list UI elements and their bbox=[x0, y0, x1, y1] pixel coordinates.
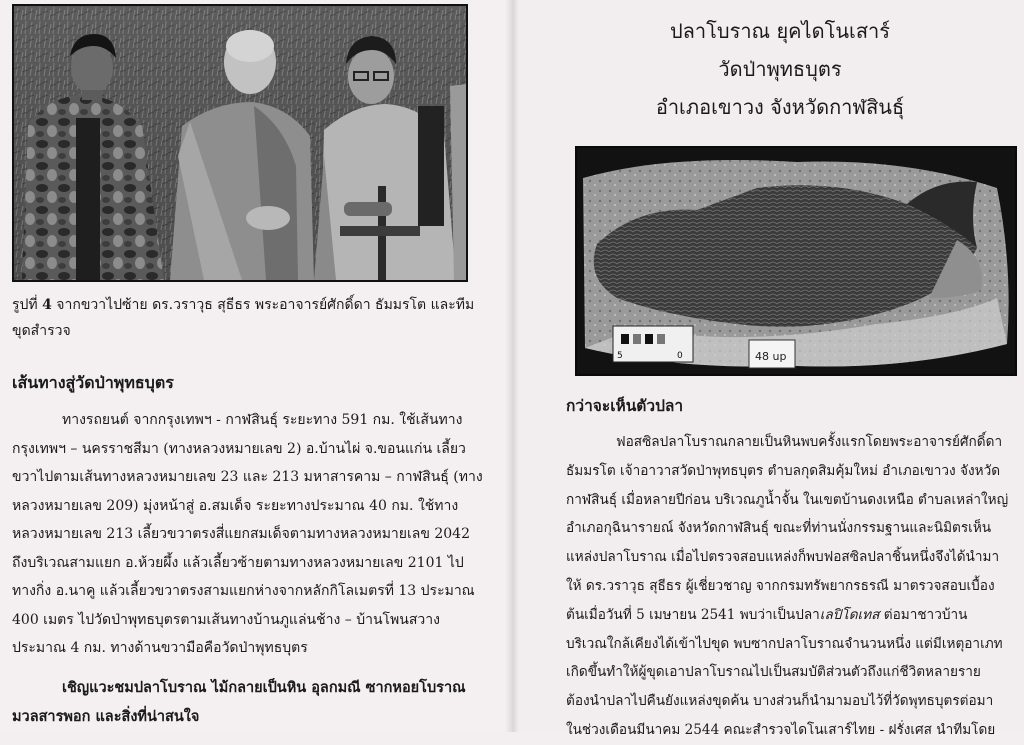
article-title bbox=[600, 12, 960, 126]
invite-line: เชิญแวะชมปลาโบราณ ไม้กลายเป็นหิน อุลกมณี ซากหอยโบราณ bbox=[62, 679, 466, 696]
discovery-paragraph bbox=[566, 428, 1018, 745]
discovery-line-end: ต่อมาชาวบ้าน bbox=[879, 606, 968, 623]
fish-fossil-photo bbox=[575, 146, 1017, 376]
book-gutter bbox=[505, 0, 519, 732]
expedition-team-photo bbox=[12, 4, 468, 282]
discovery-line-start: ต้นเมื่อวันที่ 5 เมษายน 2541 พบว่าเป็นปลา bbox=[566, 606, 820, 623]
discovery-line bbox=[566, 601, 1018, 630]
discovery-line: เกิดขึ้นทำให้ผู้ขุดเอาปลาโบราณไปเป็นสมบัติส่วนตัวถึงแก่ชีวิตหลายราย bbox=[566, 664, 981, 681]
route-line: หลวงหมายเลข 209) มุ่งหน้าสู่ อ.สมเด็จ ระยะทางประมาณ 40 กม. ใช้ทาง bbox=[12, 497, 459, 514]
specimen-label: 48 up bbox=[755, 350, 787, 363]
route-line: ทางกิ่ง อ.นาคู แล้วเลี้ยวขวาตรงสามแยกห่างจากหลักกิโลเมตรที่ 13 ประมาณ bbox=[12, 583, 475, 599]
invitation-paragraph bbox=[12, 674, 482, 731]
discovery-line: กาฬสินธุ์ เมื่อหลายปีก่อน บริเวณภูน้ำจั้น ในเขตบ้านดงเหนือ ตำบลเหล่าใหญ่ bbox=[566, 491, 1009, 508]
scale-number: 0 bbox=[677, 351, 683, 361]
route-line: 400 เมตร ไปวัดป่าพุทธบุตรตามเส้นทางบ้านภูแล่นช้าง – บ้านโพนสวาง bbox=[12, 611, 440, 628]
scale-number-left: 5 bbox=[617, 351, 623, 361]
discovery-line: ให้ ดร.วราวุธ สุธีธร ผู้เชี่ยวชาญ จากกรมทรัพยากรธรณี มาตรวจสอบเบื้อง bbox=[566, 577, 995, 594]
discovery-line: แหล่งปลาโบราณ เมื่อไปตรวจสอบแหล่งก็พบฟอสซิลปลาชิ้นหนึ่งจึงได้นำมา bbox=[566, 549, 1000, 566]
photo-caption bbox=[12, 292, 482, 344]
route-line: ขวาไปตามเส้นทางหลวงหมายเลข 23 และ 213 มหาสารคาม – กาฬสินธุ์ (ทาง bbox=[12, 469, 483, 485]
species-name: เลปิโดเทส bbox=[819, 606, 880, 623]
fish-heading: กว่าจะเห็นตัวปลา bbox=[566, 396, 684, 415]
discovery-line: อำเภอกุฉินารายณ์ จังหวัดกาฬสินธุ์ ขณะที่ท่านนั่งกรรมฐานและนิมิตรเห็น bbox=[566, 520, 992, 537]
route-paragraph bbox=[12, 406, 482, 663]
title-line: ปลาโบราณ ยุคไดโนเสาร์ bbox=[669, 19, 891, 43]
discovery-line: ฟอสซิลปลาโบราณกลายเป็นหินพบครั้งแรกโดยพระอาจารย์ศักดิ์ดา bbox=[616, 434, 1003, 450]
title-line: อำเภอเขาวง จังหวัดกาฬสินธุ์ bbox=[655, 95, 905, 119]
route-line: ถึงบริเวณสามแยก อ.ห้วยผึ้ง แล้วเลี้ยวซ้ายตามทางหลวงหมายเลข 2101 ไป bbox=[12, 554, 464, 571]
discovery-line: ธัมมรโต เจ้าอาวาสวัดป่าพุทธบุตร ตำบลกุดสิมคุ้มใหม่ อำเภอเขาวง จังหวัด bbox=[566, 462, 1001, 479]
route-line: ประมาณ 4 กม. ทางด้านขวามือคือวัดป่าพุทธบุตร bbox=[12, 640, 308, 656]
discovery-line: ในช่วงเดือนมีนาคม 2544 คณะสำรวจไดโนเสาร์ไทย - ฝรั่งเศส นำทีมโดย bbox=[566, 721, 996, 738]
caption-line-2: ขุดสำรวจ bbox=[12, 323, 71, 339]
invite-line: มวลสารพอก และสิ่งที่น่าสนใจ bbox=[12, 707, 200, 725]
discovery-line: บริเวณใกล้เคียงได้เข้าไปขุด พบซากปลาโบราณจำนวนหนึ่ง แต่มีเหตุอาเภท bbox=[566, 635, 1003, 652]
caption-text: จากขวาไปซ้าย ดร.วราวุธ สุธีธร พระอาจารย์ศักดิ์ดา ธัมมรโต และทีม bbox=[51, 297, 475, 313]
caption-line-1 bbox=[12, 292, 482, 318]
route-line: กรุงเทพฯ – นครราชสีมา (ทางหลวงหมายเลข 2) อ.บ้านไผ่ จ.ขอนแก่น เลี้ยว bbox=[12, 440, 466, 457]
caption-figure-number: 4 bbox=[42, 297, 52, 313]
route-line: หลวงหมายเลข 213 เลี้ยวขวาตรงสี่แยกสมเด็จตามทางหลวงหมายเลข 2042 bbox=[12, 526, 471, 542]
route-heading: เส้นทางสู่วัดป่าพุทธบุตร bbox=[12, 373, 174, 392]
discovery-line: ต้องนำปลาไปคืนยังแหล่งขุดค้น บางส่วนก็นำมามอบไว้ที่วัดพุทธบุตรต่อมา bbox=[566, 693, 994, 710]
title-line: วัดป่าพุทธบุตร bbox=[718, 57, 842, 81]
caption-prefix: รูปที่ bbox=[12, 297, 43, 313]
route-line: ทางรถยนต์ จากกรุงเทพฯ - กาฬสินธุ์ ระยะทาง 591 กม. ใช้เส้นทาง bbox=[62, 412, 463, 428]
